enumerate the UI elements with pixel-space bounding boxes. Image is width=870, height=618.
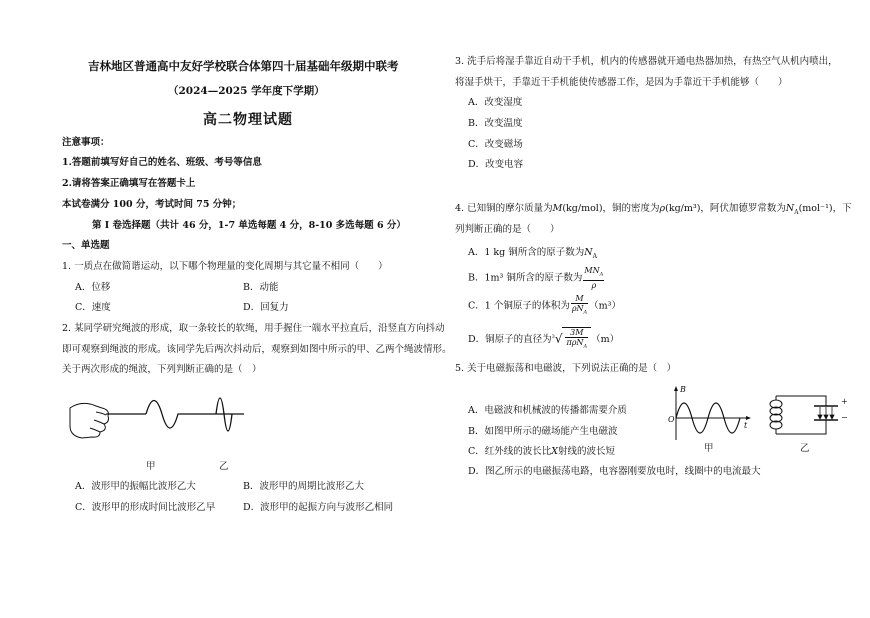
q4-text-c: (kg/mol)，铜的密度为 <box>562 203 660 214</box>
q5-option-c <box>468 446 615 458</box>
q1-option-a: A．位移 <box>75 282 111 293</box>
q5-c-symbol-x: X <box>551 446 559 457</box>
q3-option-d: D．改变电容 <box>468 159 524 170</box>
q2-option-b: B．波形甲的周期比波形乙大 <box>243 481 364 492</box>
q4-c-den: ρN <box>571 304 584 313</box>
q4-a-symbol: N <box>584 247 593 258</box>
q3-stem-line1: 3. 洗手后将湿手靠近自动干手机，机内的传感器就开通电热器加热，有热空气从机内喷出， <box>455 56 838 67</box>
q5-stem: 5. 关于电磁振荡和电磁波，下列说法正确的是（ ） <box>455 363 677 374</box>
q4-b-text: B．1m³ 铜所含的原子数为 <box>468 272 583 284</box>
q4-b-num-sub: A <box>599 271 604 278</box>
q5-c-text-a: C．红外线的波长比 <box>468 446 552 457</box>
fig-label-yi-5: 乙 <box>800 443 810 454</box>
q4-c-num: M <box>571 294 588 304</box>
q4-d-den: πρN <box>566 338 584 347</box>
q3-option-c: C．改变磁场 <box>468 139 523 150</box>
q4-text-h: (mol⁻¹)，下 <box>798 203 852 214</box>
q4-text-a: 4. 已知铜的摩尔质量为 <box>455 203 553 214</box>
circuit-wire-bottom <box>776 420 826 434</box>
b-t-graph-figure <box>664 384 754 444</box>
q3-option-a: A．改变湿度 <box>468 97 523 108</box>
q5-c-text-c: 射线的波长短 <box>558 446 616 457</box>
fig-label-jia-5: 甲 <box>704 443 714 454</box>
school-year: （2024—2025 学年度下学期） <box>168 85 325 97</box>
q5-option-a: A．电磁波和机械波的传播都需要介质 <box>468 405 627 416</box>
note-2: 2.请将答案正确填写在答题卡上 <box>62 178 196 189</box>
q4-c-fraction <box>571 294 588 318</box>
capacitor-plus-label: + <box>841 397 848 406</box>
page-title: 高二物理试题 <box>203 112 293 128</box>
q5-option-d: D．图乙所示的电磁振荡电路，电容器刚要放电时，线圈中的电流最大 <box>468 466 761 477</box>
q1-option-d: D．回复力 <box>243 302 289 313</box>
q4-c-den-sub: A <box>583 309 588 316</box>
fig-label-yi: 乙 <box>219 461 229 472</box>
q2-stem-line2: 即可观察到绳波的形成。该同学先后两次抖动后，观察到如图中所示的甲、乙两个绳波情形。 <box>62 344 452 355</box>
section-title: 第 I 卷选择题（共计 46 分，1-7 单选每题 4 分，8-10 多选每题 6 分） <box>92 220 406 231</box>
q4-b-den: ρ <box>591 280 597 290</box>
wave-jia <box>146 401 244 429</box>
q1-stem: 1. 一质点在做简谐运动，以下哪个物理量的变化周期与其它量不相同（ ） <box>62 261 388 272</box>
q4-d-num: 3M <box>565 328 588 338</box>
q4-d-unit: （m） <box>591 333 620 345</box>
q4-d-fraction <box>565 328 588 352</box>
q4-option-b <box>468 266 605 290</box>
q2-option-c: C．波形甲的形成时间比波形乙早 <box>75 502 216 513</box>
q4-stem-line2: 列判断正确的是（ ） <box>455 224 560 235</box>
fig-label-jia: 甲 <box>146 461 156 472</box>
q1-option-b: B．动能 <box>243 282 279 293</box>
hand-icon <box>70 403 109 438</box>
q2-option-d: D．波形甲的起振方向与波形乙相同 <box>243 502 394 513</box>
capacitor-minus-label: − <box>841 413 848 422</box>
notes-heading: 注意事项： <box>62 137 110 148</box>
q4-option-c <box>468 294 621 318</box>
b-axis-label: B <box>680 385 686 394</box>
q4-option-d <box>468 327 619 352</box>
q4-text-e: (kg/m³)，阿伏加德罗常数为 <box>665 203 786 214</box>
part-1-heading: 一、单选题 <box>62 240 110 251</box>
q4-symbol-rho: ρ <box>659 203 666 214</box>
q4-d-radical: $^3$√ $\frac{3M}{\pi\rho N_A}$ <box>552 327 591 352</box>
q1-option-c: C．速度 <box>75 302 111 313</box>
q3-stem-line2: 将湿手烘干，手靠近干手机能使传感器工作，是因为手靠近干手机能够（ ） <box>455 77 788 88</box>
electric-field-arrows-icon <box>818 407 834 419</box>
b-axis-arrow-icon <box>674 386 678 391</box>
q4-a-text: A．1 kg 铜所含的原子数为 <box>468 247 585 258</box>
q4-d-text: D．铜原子的直径为 <box>468 333 552 345</box>
q4-option-a <box>468 247 597 263</box>
origin-label: O <box>668 415 675 424</box>
exam-header: 吉林地区普通高中友好学校联合体第四十届基础年级期中联考 <box>88 59 399 73</box>
q4-b-fraction <box>583 266 604 290</box>
q2-option-a: A．波形甲的振幅比波形乙大 <box>75 481 196 492</box>
q4-stem-line1 <box>455 203 852 219</box>
q4-symbol-n: N <box>785 203 795 214</box>
q2-stem-line1: 2. 某同学研究绳波的形成，取一条较长的软绳，用手握住一端水平拉直后，沿竖直方向抖动 <box>62 323 445 334</box>
q4-a-sub: A <box>592 252 597 260</box>
q5-option-b: B．如图甲所示的磁场能产生电磁波 <box>468 426 618 437</box>
note-1: 1.答题前填写好自己的姓名、班级、考号等信息 <box>62 157 262 168</box>
t-axis-label: t <box>744 421 748 430</box>
exam-info: 本试卷满分 100 分，考试时间 75 分钟； <box>62 199 242 210</box>
q4-symbol-m: M <box>552 203 563 214</box>
lc-circuit-figure <box>766 390 852 440</box>
q4-symbol-a-sub: A <box>794 208 799 216</box>
q2-stem-line3: 关于两次形成的绳波，下列判断正确的是（ ） <box>62 364 262 375</box>
q4-b-num: MN <box>584 266 600 275</box>
q4-c-unit: （m³） <box>589 300 621 312</box>
rope-wave-figure <box>68 382 318 472</box>
q4-c-text: C．1 个铜原子的体积为 <box>468 300 570 312</box>
q3-option-b: B．改变温度 <box>468 118 523 129</box>
circuit-wire-top <box>776 396 826 406</box>
inductor-coil-icon <box>770 396 782 434</box>
q4-d-den-sub: A <box>583 343 588 350</box>
q4-d-root-index: 3 <box>551 334 555 341</box>
